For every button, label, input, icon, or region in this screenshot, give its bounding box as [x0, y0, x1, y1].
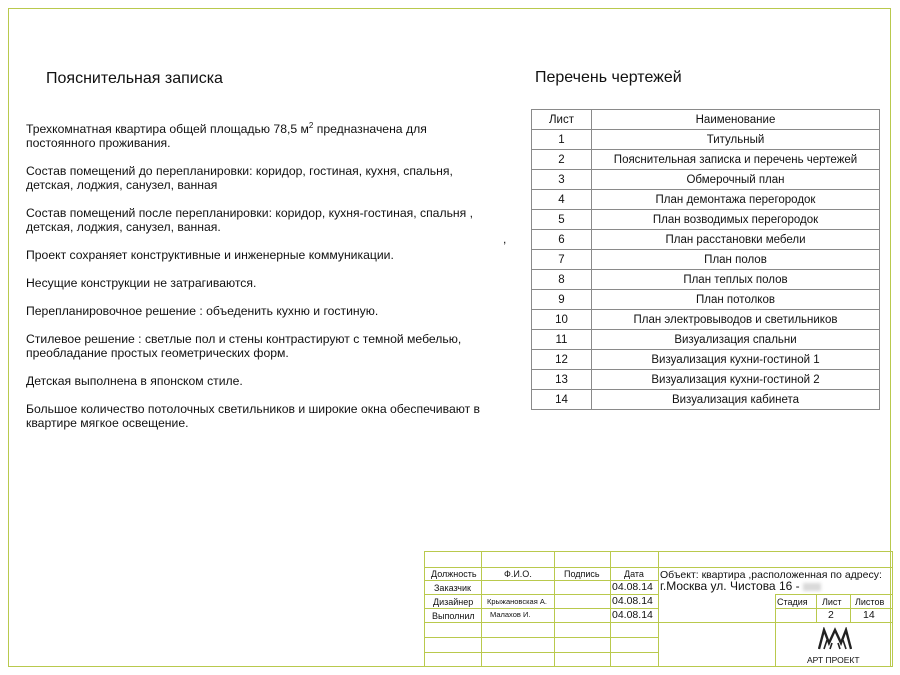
- title-block: [424, 551, 893, 667]
- name-header: Ф.И.О.: [504, 569, 532, 579]
- sheet-name: План потолков: [592, 290, 880, 310]
- sheet-number: 3: [532, 170, 592, 190]
- sheet-number-value: 2: [828, 609, 834, 621]
- table-row: [532, 310, 880, 330]
- table-row: [532, 150, 880, 170]
- note-paragraph: Детская выполнена в японском стиле.: [26, 374, 243, 388]
- position-header: Должность: [431, 569, 477, 579]
- designer-date: 04.08.14: [612, 595, 653, 607]
- sheet-name: Титульный: [592, 130, 880, 150]
- table-row: [532, 350, 880, 370]
- note-paragraph-area: Трехкомнатная квартира общей площадью 78,5 $м^2$ предназначена для постоянного проживания.: [26, 120, 427, 150]
- sheet-name: Визуализация кухни-гостиной 2: [592, 370, 880, 390]
- sheet-number: 14: [532, 390, 592, 410]
- sheet-name: Обмерочный план: [592, 170, 880, 190]
- header-sheet: Лист: [532, 110, 592, 130]
- stage-label: Стадия: [777, 597, 808, 607]
- sheet-number: 13: [532, 370, 592, 390]
- sheet-number: 1: [532, 130, 592, 150]
- sheets-label: Листов: [855, 597, 885, 607]
- sheet-number: 11: [532, 330, 592, 350]
- sheet-number: 8: [532, 270, 592, 290]
- note-paragraph: Стилевое решение : светлые пол и стены контрастируют с темной мебелью, преобладание простых геометрических форм.: [26, 332, 462, 360]
- sheet-number: 9: [532, 290, 592, 310]
- logo-text: АРТ ПРОЕКТ: [807, 655, 860, 665]
- redacted-area: [803, 583, 821, 591]
- customer-role: Заказчик: [434, 583, 471, 593]
- sheet-number: 5: [532, 210, 592, 230]
- executor-role: Выполнил: [432, 611, 475, 621]
- sheet-name: План возводимых перегородок: [592, 210, 880, 230]
- designer-role: Дизайнер: [433, 597, 474, 607]
- sheet-number: 2: [532, 150, 592, 170]
- explanatory-note: [26, 122, 488, 444]
- art-proekt-logo-icon: [818, 627, 852, 651]
- sheet-name: Визуализация кабинета: [592, 390, 880, 410]
- table-row: [532, 370, 880, 390]
- drawings-list-title: Перечень чертежей: [535, 69, 682, 86]
- sheet-name: Пояснительная записка и перечень чертежей: [592, 150, 880, 170]
- sheet-name: План теплых полов: [592, 270, 880, 290]
- sheet-name: План демонтажа перегородок: [592, 190, 880, 210]
- note-paragraph: Большое количество потолочных светильников и широкие окна обеспечивают в квартире мягкое освещение.: [26, 402, 481, 430]
- object-description: Объект: квартира ,расположенная по адресу:: [660, 569, 882, 581]
- date-header: Дата: [624, 569, 644, 579]
- table-header-row: [532, 110, 880, 130]
- note-paragraph: Перепланировочное решение : объеденить кухню и гостиную.: [26, 304, 379, 318]
- sheet-name: План электровыводов и светильников: [592, 310, 880, 330]
- table-row: [532, 270, 880, 290]
- note-paragraph: Проект сохраняет конструктивные и инженерные коммуникации.: [26, 248, 394, 262]
- executor-name: Малахов И.: [490, 610, 531, 619]
- header-name: Наименование: [592, 110, 880, 130]
- note-paragraph: Состав помещений до перепланировки: коридор, гостиная, кухня, спальня, детская, лоджия, санузел, ванная: [26, 164, 453, 192]
- table-row: [532, 390, 880, 410]
- sheet-number: 12: [532, 350, 592, 370]
- customer-date: 04.08.14: [612, 581, 653, 593]
- note-paragraph: Несущие конструкции не затрагиваются.: [26, 276, 257, 290]
- sheet-number: 6: [532, 230, 592, 250]
- sheet-label: Лист: [822, 597, 842, 607]
- sheet-name: Визуализация спальни: [592, 330, 880, 350]
- table-row: [532, 250, 880, 270]
- table-row: [532, 330, 880, 350]
- drawings-table: [531, 109, 880, 410]
- note-paragraph: Состав помещений после перепланировки: коридор, кухня-гостиная, спальня , детская, лоджия, санузел, ванная.: [26, 206, 474, 234]
- executor-date: 04.08.14: [612, 609, 653, 621]
- table-row: [532, 190, 880, 210]
- object-address: г.Москва ул. Чистова 16 -: [660, 579, 821, 593]
- table-row: [532, 130, 880, 150]
- signature-header: Подпись: [564, 569, 600, 579]
- table-row: [532, 290, 880, 310]
- table-row: [532, 230, 880, 250]
- sheet-name: Визуализация кухни-гостиной 1: [592, 350, 880, 370]
- sheet-number: 10: [532, 310, 592, 330]
- stray-mark: ,: [503, 232, 507, 246]
- sheet-number: 7: [532, 250, 592, 270]
- sheet-name: План полов: [592, 250, 880, 270]
- designer-name: Крыжановская А.: [487, 597, 547, 606]
- table-row: [532, 210, 880, 230]
- table-row: [532, 170, 880, 190]
- sheet-number: 4: [532, 190, 592, 210]
- sheets-count-value: 14: [863, 609, 875, 621]
- note-title: Пояснительная записка: [46, 70, 223, 87]
- sheet-name: План расстановки мебели: [592, 230, 880, 250]
